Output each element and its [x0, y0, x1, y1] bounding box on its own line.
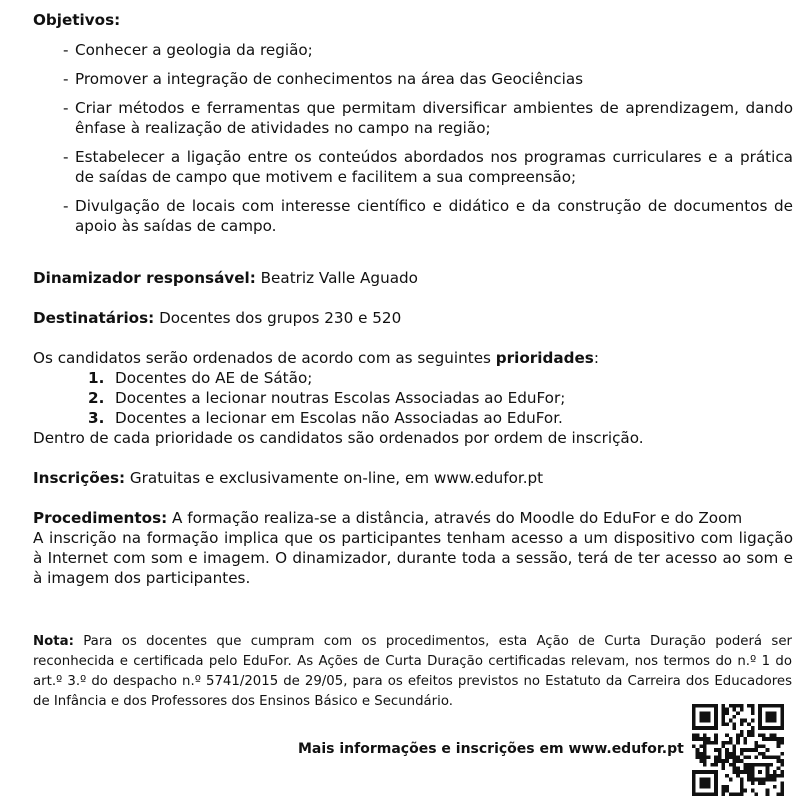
objective-text: Divulgação de locais com interesse científico e didático e da construção de documentos de apoio às saídas de campo.	[75, 197, 793, 235]
priorities-closing: Dentro de cada prioridade os candidatos são ordenados por ordem de inscrição.	[33, 429, 644, 447]
destinatarios-line	[33, 308, 793, 328]
list-item: 1. Docentes do AE de Sátão;	[88, 369, 313, 387]
list-item: 2. Docentes a lecionar noutras Escolas Associadas ao EduFor;	[88, 389, 566, 407]
dinamizador-line	[33, 268, 793, 288]
list-item: - Divulgação de locais com interesse científico e didático e da construção de documentos de apoio às saídas de campo.	[63, 197, 793, 235]
footer-info: Mais informações e inscrições em www.edufor.pt	[298, 741, 684, 757]
objective-text: Estabelecer a ligação entre os conteúdos abordados nos programas curriculares e a prática de saídas de campo que motivem e facilitem a sua compreensão;	[75, 148, 793, 186]
priorities-section	[33, 348, 793, 448]
priorities-list	[33, 368, 793, 428]
inscricoes-label: Inscrições:	[33, 469, 126, 487]
list-item: - Promover a integração de conhecimentos na área das Geociências	[63, 70, 584, 88]
list-item: 3. Docentes a lecionar em Escolas não Associadas ao EduFor.	[88, 409, 563, 427]
procedimentos-label: Procedimentos:	[33, 509, 168, 527]
objective-text: Conhecer a geologia da região;	[75, 41, 313, 59]
list-item: - Criar métodos e ferramentas que permitam diversificar ambientes de aprendizagem, dando ênfase à realização de atividades no campo na região;	[63, 99, 793, 137]
dinamizador-label: Dinamizador responsável:	[33, 269, 256, 287]
document-body	[33, 10, 793, 588]
note-text: Para os docentes que cumpram com os procedimentos, esta Ação de Curta Duração poderá ser reconhecida e certificada pelo EduFor. As Ações de Curta Duração certificadas relevam, nos termos do n.º 1 do art.º 3.º do despacho n.º 5741/2015 de 29/05, para os efeitos previstos no Estatuto da Carreira dos Educadores de Infância e dos Professores dos Ensinos Básico e Secundário.	[33, 634, 792, 709]
dinamizador-value: Beatriz Valle Aguado	[260, 269, 418, 287]
destinatarios-label: Destinatários:	[33, 309, 155, 327]
inscricoes-line	[33, 468, 793, 488]
priorities-intro: Os candidatos serão ordenados de acordo com as seguintes prioridades:	[33, 349, 599, 367]
list-item: - Estabelecer a ligação entre os conteúdos abordados nos programas curriculares e a prática de saídas de campo que motivem e facilitem a sua compreensão;	[63, 148, 793, 186]
objective-text: Criar métodos e ferramentas que permitam diversificar ambientes de aprendizagem, dando ênfase à realização de atividades no campo na região;	[75, 99, 793, 137]
note-paragraph	[33, 632, 792, 712]
objective-text: Promover a integração de conhecimentos na área das Geociências	[75, 70, 584, 88]
procedimentos-value: A formação realiza-se a distância, através do Moodle do EduFor e do Zoom	[172, 509, 743, 527]
inscricoes-value: Gratuitas e exclusivamente on-line, em www.edufor.pt	[129, 469, 544, 487]
objectives-heading: Objetivos:	[33, 11, 121, 29]
procedimentos-paragraph: A inscrição na formação implica que os participantes tenham acesso a um dispositivo com ligação à Internet com som e imagem. O dinamizador, durante toda a sessão, terá de ter acesso ao som e à imagem dos participantes.	[33, 529, 793, 587]
list-item: - Conhecer a geologia da região;	[63, 41, 313, 59]
priorities-keyword: prioridades	[495, 349, 594, 367]
procedimentos-section	[33, 508, 793, 588]
note-label: Nota:	[33, 634, 74, 649]
qr-code-icon	[692, 704, 784, 796]
objectives-list	[33, 40, 793, 236]
destinatarios-value: Docentes dos grupos 230 e 520	[159, 309, 402, 327]
